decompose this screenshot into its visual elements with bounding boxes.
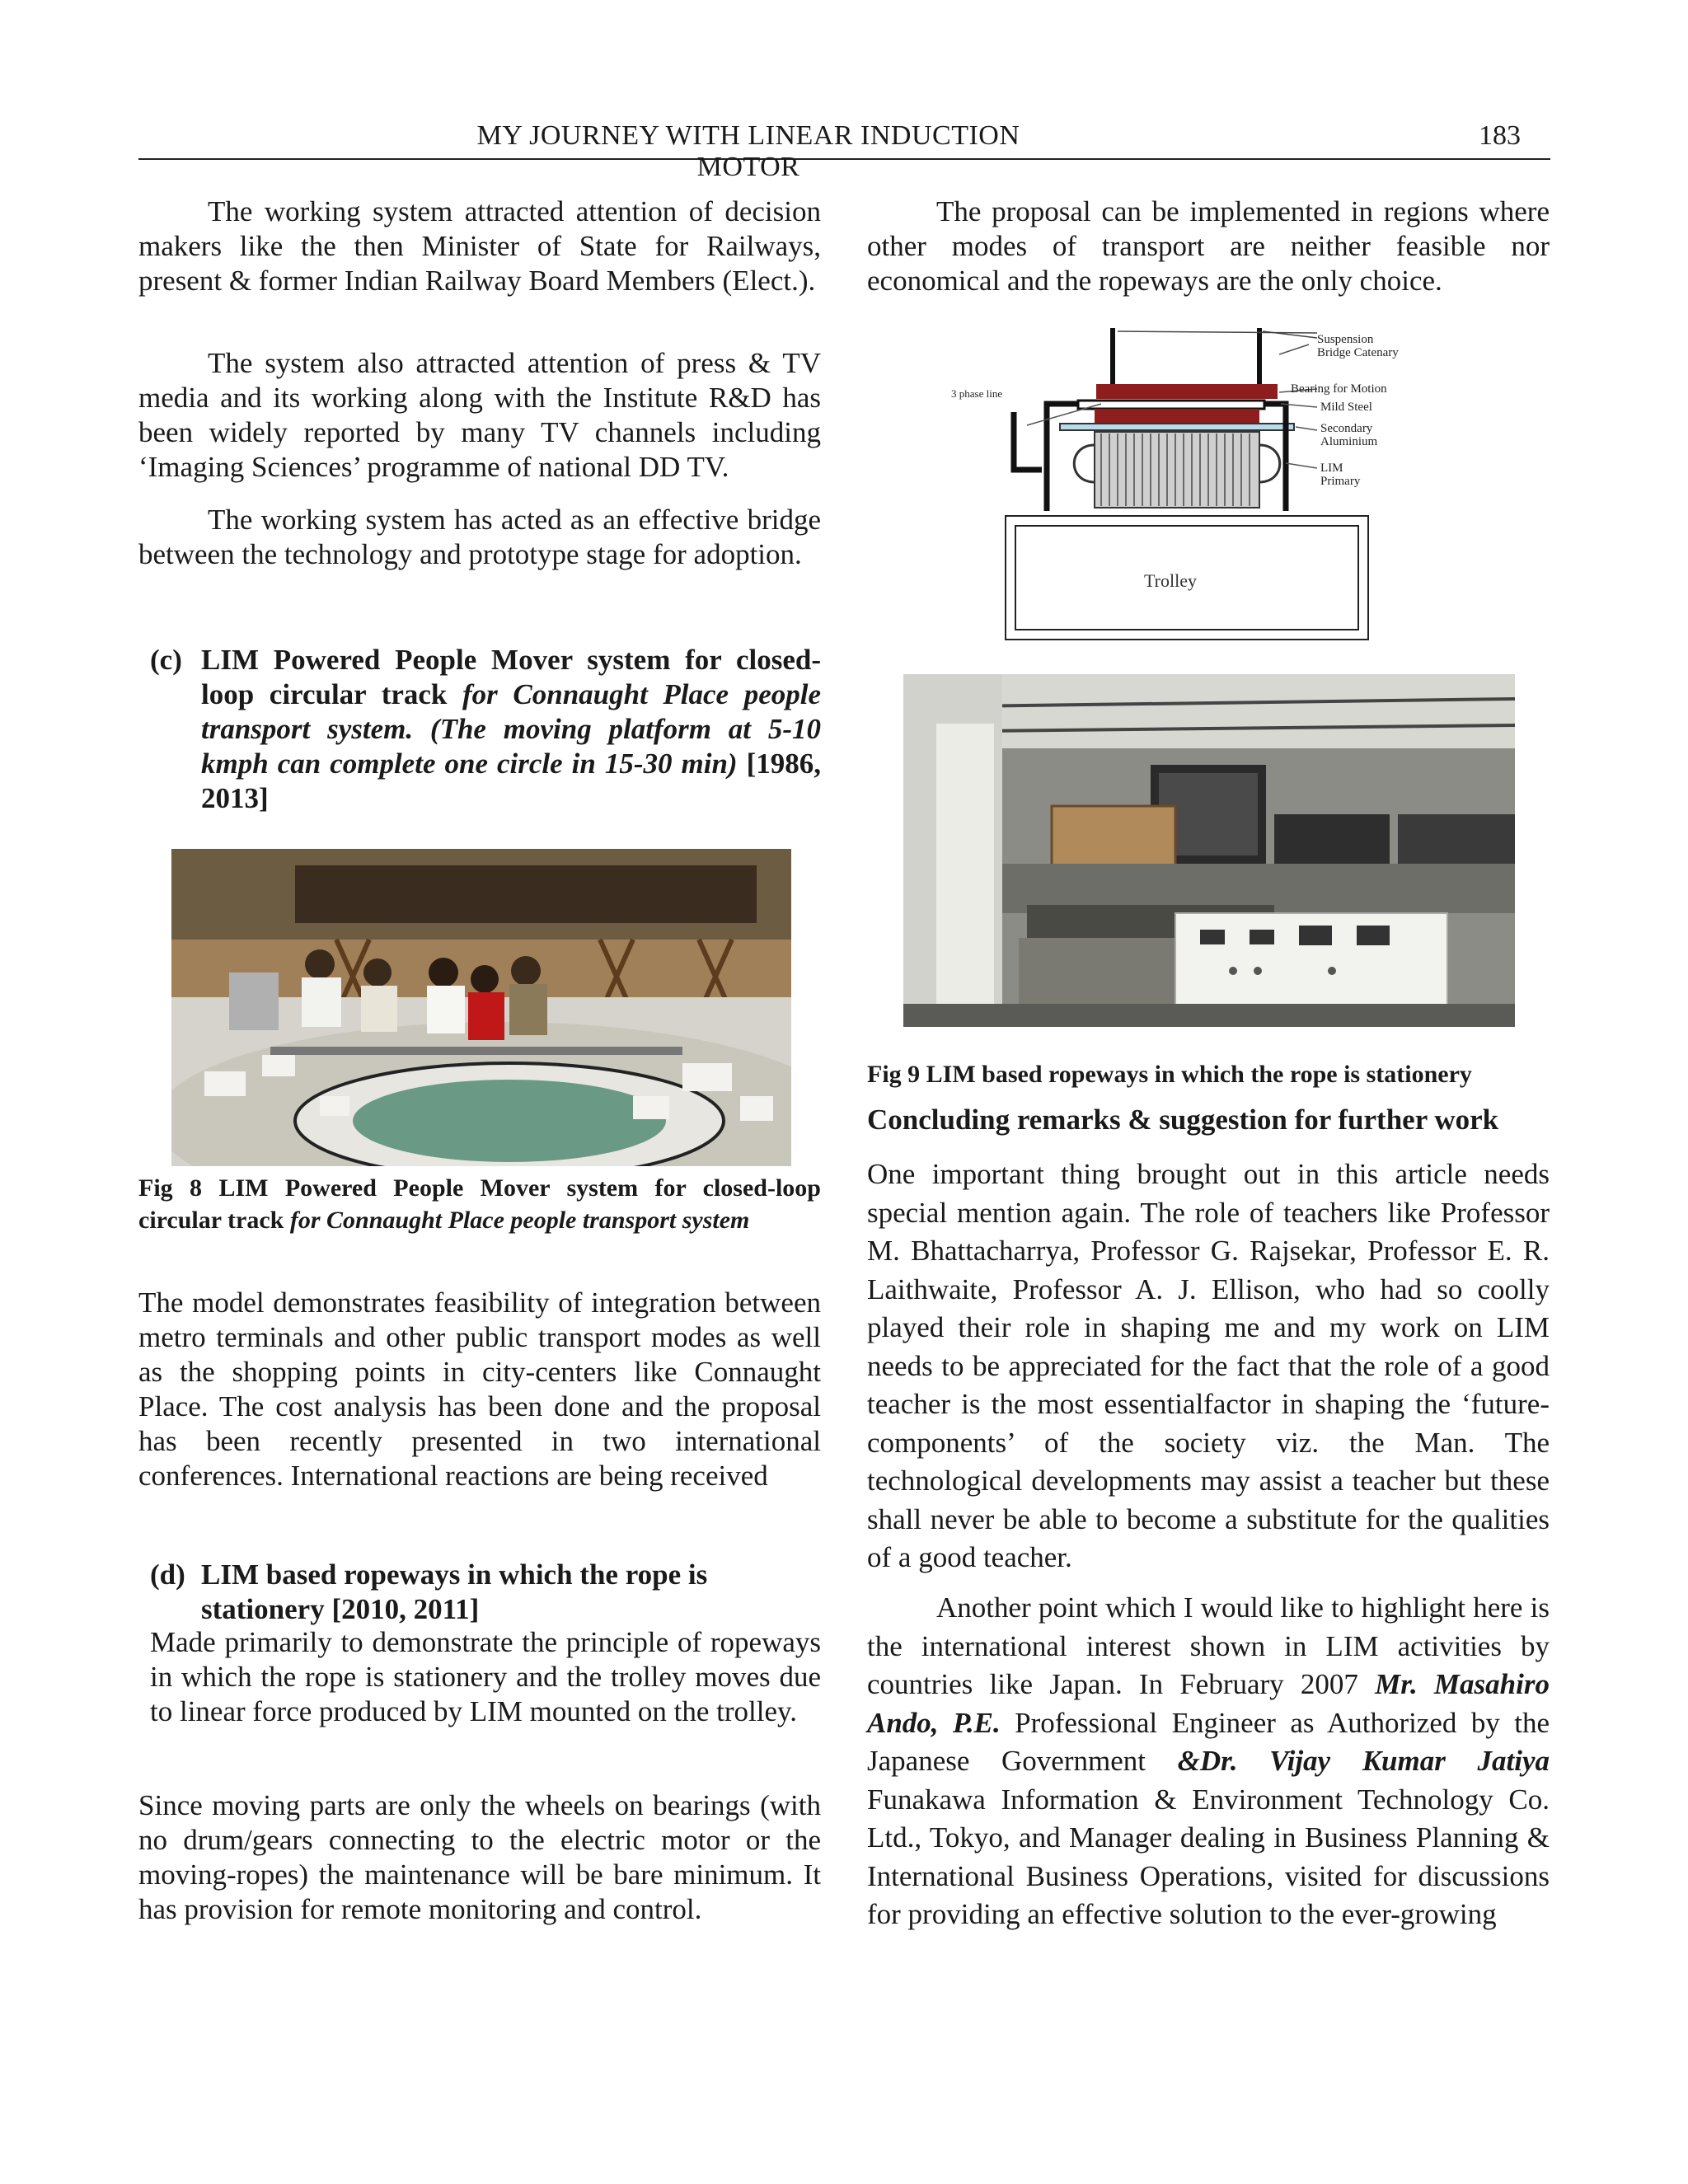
label-suspension: Suspension	[1317, 333, 1374, 346]
section-d-body: Made primarily to demonstrate the principle of ropeways in which the rope is stationery and the trolley moves due to linear force produced by LIM mounted on the trolley.	[150, 1626, 821, 1727]
header-title: MY JOURNEY WITH LINEAR INDUCTION MOTOR	[476, 120, 1020, 182]
fig9-photo	[903, 674, 1515, 1027]
fig8-caption: Fig 8 LIM Powered People Mover system for closed-loop circular track for Connaught Place people transport system	[138, 1174, 821, 1234]
name-masahiro-ando: Mr. Masahiro Ando, P.E.	[867, 1668, 1550, 1739]
ropeway-lab-image	[903, 674, 1515, 1027]
section-d-label: (d)	[150, 1558, 185, 1591]
left-paragraph-5: Since moving parts are only the wheels on bearings (with no drum/gears connecting to the electric motor or the moving-ropes) the maintenance will be bare minimum. It has provision for remote monitoring and control.	[138, 1789, 821, 1925]
label-three-phase: 3 phase line	[951, 387, 1003, 400]
name-vijay-kumar-jatiya: &Dr. Vijay Kumar Jatiya	[1177, 1745, 1550, 1777]
running-header	[138, 120, 1550, 182]
right-paragraph-1: The proposal can be implemented in regions where other modes of transport are neither feasible nor economical and the ropeways are the only choice.	[867, 195, 1550, 297]
section-c-title: LIM Powered People Mover system for closed-loop circular track	[201, 644, 821, 710]
section-c-heading	[150, 643, 821, 824]
fig9-caption: Fig 9 LIM based ropeways in which the rope is stationery	[867, 1061, 1472, 1088]
section-d-title: LIM based ropeways in which the rope is stationery [2010, 2011]	[201, 1558, 708, 1625]
left-paragraph-1: The working system attracted attention of decision makers like the then Minister of State for Railways, present & former Indian Railway Board Members (Elect.).	[138, 195, 821, 297]
label-aluminium: Aluminium	[1320, 435, 1378, 448]
label-catenary: Bridge Catenary	[1317, 346, 1399, 359]
lim-primary	[1095, 432, 1259, 508]
bearing-bar	[1096, 384, 1278, 399]
ropeway-diagram	[923, 321, 1484, 651]
page-number: 183	[1479, 120, 1521, 151]
label-trolley: Trolley	[1144, 570, 1197, 591]
label-primary: Primary	[1320, 475, 1361, 488]
concluding-heading: Concluding remarks & suggestion for further work	[867, 1104, 1499, 1136]
section-c-subtitle: for Connaught Place people transport system. (The moving platform at 5-10 kmph can complete one circle in 15-30 min)	[201, 678, 821, 780]
right-paragraph-3: Another point which I would like to highlight here is the international interest shown in LIM activities by countries like Japan. In February 2007 Mr. Masahiro Ando, P.E. Professional Engineer as Authorized by the Japanese Government &Dr. Vijay Kumar Jatiya Funakawa Information & Environment Technology Co. Ltd., Tokyo, and Manager dealing in Business Planning & International Business Operations, visited for discussions for providing an effective solution to the ever-growing	[867, 1591, 1550, 1930]
left-paragraph-2: The system also attracted attention of press & TV media and its working along with the Institute R&D has been widely reported by many TV channels including ‘Imaging Sciences’ programme of national DD TV.	[138, 347, 821, 483]
section-c-label: (c)	[150, 644, 182, 676]
label-mild-steel: Mild Steel	[1320, 401, 1372, 414]
section-c-years: [1986, 2013]	[201, 748, 822, 814]
section-d-heading	[150, 1558, 821, 1632]
left-paragraph-3: The working system has acted as an effective bridge between the technology and prototype stage for adoption.	[138, 504, 821, 570]
people-mover-model-image	[171, 849, 791, 1166]
left-paragraph-4: The model demonstrates feasibility of integration between metro terminals and other public transport modes as well as the shopping points in city-centers like Connaught Place. The cost analysis has been done and the proposal has been recently presented in two international conferences. International reactions are being received	[138, 1286, 821, 1492]
aluminium-secondary	[1060, 424, 1294, 430]
right-paragraph-2: One important thing brought out in this article needs special mention again. The role of teachers like Professor M. Bhattacharrya, Professor G. Rajsekar, Professor E. R. Laithwaite, Professor A. J. Ellison, who had so coolly played their role in shaping me and my work on LIM needs to be appreciated for the fact that the role of a good teacher is the most essentialfactor in shaping the ‘future-components’ of the society viz. the Man. The technological developments may assist a teacher but these shall never be able to become a substitute for the qualities of a good teacher.	[867, 1158, 1550, 1573]
fig8-photo	[171, 849, 791, 1166]
label-bearing: Bearing for Motion	[1291, 382, 1387, 396]
label-secondary: Secondary	[1320, 422, 1373, 435]
label-lim: LIM	[1320, 462, 1343, 475]
